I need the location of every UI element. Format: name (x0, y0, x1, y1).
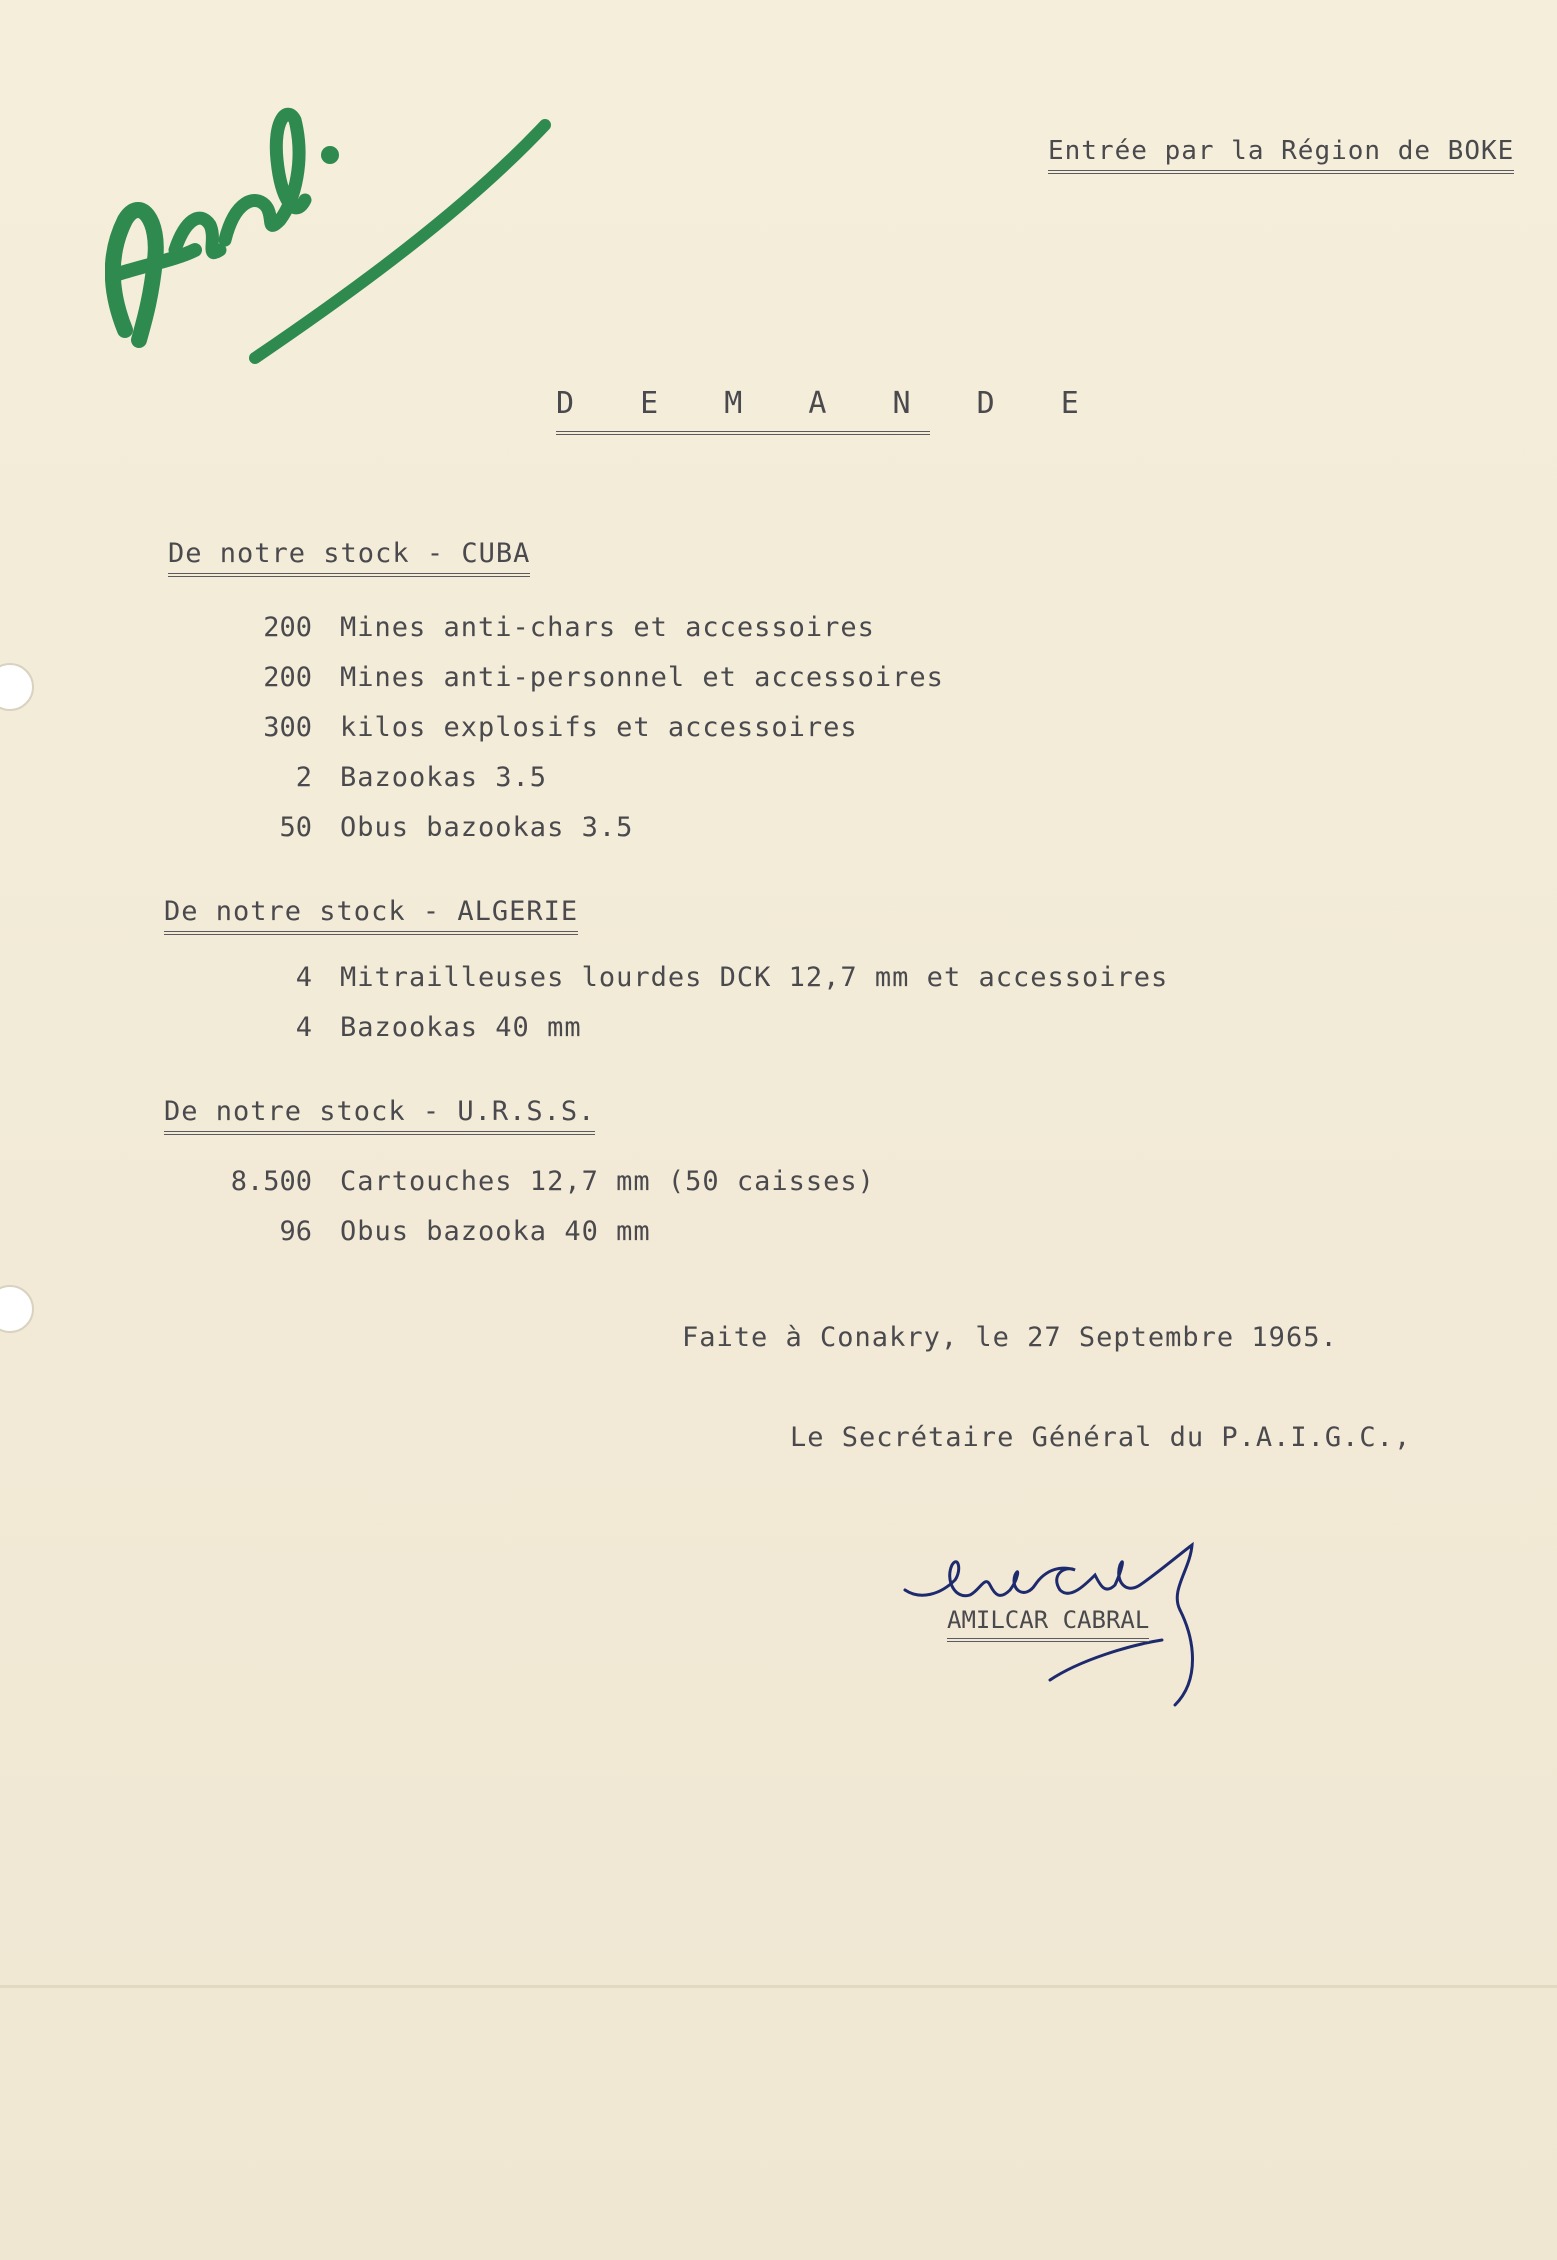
item-qty: 8.500 (230, 1166, 312, 1197)
entry-region-header: Entrée par la Région de BOKE (1048, 136, 1514, 174)
archive-annotation-mark (105, 100, 565, 380)
item-qty: 300 (263, 712, 312, 743)
section-heading-algerie: De notre stock - ALGERIE (164, 896, 578, 935)
item-desc: Obus bazooka 40 mm (340, 1216, 651, 1247)
item-desc: Obus bazookas 3.5 (340, 812, 634, 843)
item-desc: Mitrailleuses lourdes DCK 12,7 mm et accessoires (340, 962, 1169, 993)
section-heading-cuba: De notre stock - CUBA (168, 538, 530, 577)
punch-hole-top (0, 663, 34, 711)
item-desc: Cartouches 12,7 mm (50 caisses) (340, 1166, 875, 1197)
item-desc: Mines anti-personnel et accessoires (340, 662, 944, 693)
item-qty: 4 (295, 1012, 312, 1043)
signatory-title: Le Secrétaire Général du P.A.I.G.C., (790, 1422, 1412, 1453)
item-desc: kilos explosifs et accessoires (340, 712, 858, 743)
item-desc: Mines anti-chars et accessoires (340, 612, 875, 643)
place-date: Faite à Conakry, le 27 Septembre 1965. (682, 1322, 1338, 1353)
item-qty: 96 (279, 1216, 312, 1247)
item-qty: 2 (295, 762, 312, 793)
item-desc: Bazookas 40 mm (340, 1012, 582, 1043)
item-qty: 200 (263, 612, 312, 643)
item-qty: 4 (295, 962, 312, 993)
document-title: D E M A N D E (556, 386, 930, 435)
signatory-name-stamp: AMILCAR CABRAL (947, 1606, 1149, 1642)
fold-line (0, 1985, 1557, 1988)
item-qty: 50 (279, 812, 312, 843)
punch-hole-bottom (0, 1285, 34, 1333)
item-desc: Bazookas 3.5 (340, 762, 548, 793)
section-heading-urss: De notre stock - U.R.S.S. (164, 1096, 595, 1135)
item-qty: 200 (263, 662, 312, 693)
